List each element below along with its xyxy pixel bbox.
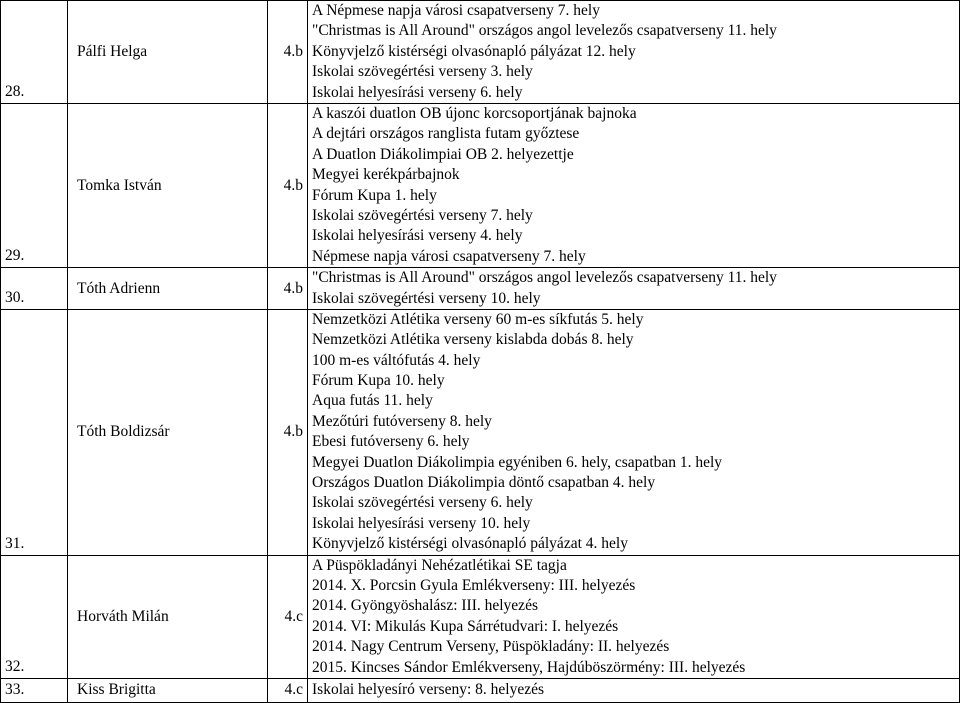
achievement-item: A Népmese napja városi csapatverseny 7. hely: [312, 2, 600, 19]
row-number: 31.: [1, 309, 68, 555]
student-name: Tóth Adrienn: [68, 268, 268, 310]
achievement-item: Aqua futás 11. hely: [312, 392, 433, 410]
achievement-item: Iskolai helyesírási verseny 10. hely: [312, 514, 531, 532]
achievements-cell: [308, 268, 960, 310]
achievement-item: Fórum Kupa 10. hely: [312, 372, 445, 390]
achievement-item: Iskolai szövegértési verseny 7. hely: [312, 206, 533, 224]
achievement-item: Népmese napja városi csapatverseny 7. hely: [312, 247, 586, 265]
achievement-item: 100 m-es váltófutás 4. hely: [312, 351, 481, 369]
achievement-item: 2014. VI: Mikulás Kupa Sárrétudvari: I. helyezés: [312, 617, 619, 635]
table-row: [1, 555, 960, 678]
class-label: 4.b: [268, 268, 308, 310]
achievements-cell: [308, 555, 960, 678]
achievement-item: Iskolai szövegértési verseny 10. hely: [312, 289, 541, 307]
achievement-item: Országos Duatlon Diákolimpia döntő csapatban 4. hely: [312, 474, 656, 492]
student-name: Tóth Boldizsár: [68, 309, 268, 555]
table-row: [1, 309, 960, 555]
class-label: 4.c: [268, 678, 308, 702]
achievement-item: Megyei kerékpárbajnok: [312, 166, 460, 184]
achievements-cell: [308, 309, 960, 555]
class-label: 4.b: [268, 104, 308, 268]
achievement-item: "Christmas is All Around" országos angol levelezős csapatverseny 11. hely: [312, 269, 777, 287]
achievement-item: A Duatlon Diákolimpiai OB 2. helyezettje: [312, 145, 574, 163]
achievement-item: Nemzetközi Atlétika verseny 60 m-es síkfutás 5. hely: [312, 310, 644, 328]
achievement-item: 2014. Nagy Centrum Verseny, Püspökladány: II. helyezés: [312, 638, 670, 656]
table-row: [1, 104, 960, 268]
achievements-cell: [308, 1, 960, 104]
student-name: Horváth Milán: [68, 555, 268, 678]
achievement-item: 2014. Gyöngyöshalász: III. helyezés: [312, 597, 538, 615]
achievement-item: Mezőtúri futóverseny 8. hely: [312, 412, 492, 430]
achievement-item: Fórum Kupa 1. hely: [312, 186, 437, 204]
table-row: [1, 1, 960, 104]
row-number: 33.: [1, 678, 68, 702]
achievement-item: Könyvjelző kistérségi olvasónapló pályázat 12. hely: [312, 42, 636, 60]
achievement-item: A Püspökladányi Nehézatlétikai SE tagja: [312, 556, 567, 574]
achievement-item: "Christmas is All Around" országos angol levelezős csapatverseny 11. hely: [312, 22, 777, 40]
achievement-item: Nemzetközi Atlétika verseny kislabda dobás 8. hely: [312, 331, 634, 349]
achievement-item: A dejtári országos ranglista futam győztese: [312, 125, 580, 143]
student-name: Tomka István: [68, 104, 268, 268]
student-name: Kiss Brigitta: [68, 678, 268, 702]
achievement-item: Iskolai szövegértési verseny 3. hely: [312, 63, 533, 81]
achievement-item: A kaszói duatlon OB újonc korcsoportjának bajnoka: [312, 105, 637, 122]
row-number: 32.: [1, 555, 68, 678]
achievement-item: Ebesi futóverseny 6. hely: [312, 433, 470, 451]
achievement-item: 2015. Kincses Sándor Emlékverseny, Hajdúböszörmény: III. helyezés: [312, 658, 746, 676]
table-row: [1, 268, 960, 310]
achievements-cell: [308, 104, 960, 268]
achievement-item: Megyei Duatlon Diákolimpia egyéniben 6. hely, csapatban 1. hely: [312, 453, 723, 471]
row-number: 29.: [1, 104, 68, 268]
achievement-item: Iskolai helyesíró verseny: 8. helyezés: [312, 681, 544, 699]
class-label: 4.b: [268, 309, 308, 555]
achievement-item: Iskolai szövegértési verseny 6. hely: [312, 494, 533, 512]
achievement-item: Iskolai helyesírási verseny 4. hely: [312, 227, 523, 245]
row-number: 28.: [1, 1, 68, 104]
achievement-item: 2014. X. Porcsin Gyula Emlékverseny: III. helyezés: [312, 576, 636, 594]
class-label: 4.c: [268, 555, 308, 678]
row-number: 30.: [1, 268, 68, 310]
achievement-item: Könyvjelző kistérségi olvasónapló pályázat 4. hely: [312, 535, 628, 553]
student-name: Pálfi Helga: [68, 1, 268, 104]
achievement-item: Iskolai helyesírási verseny 6. hely: [312, 83, 523, 101]
class-label: 4.b: [268, 1, 308, 104]
